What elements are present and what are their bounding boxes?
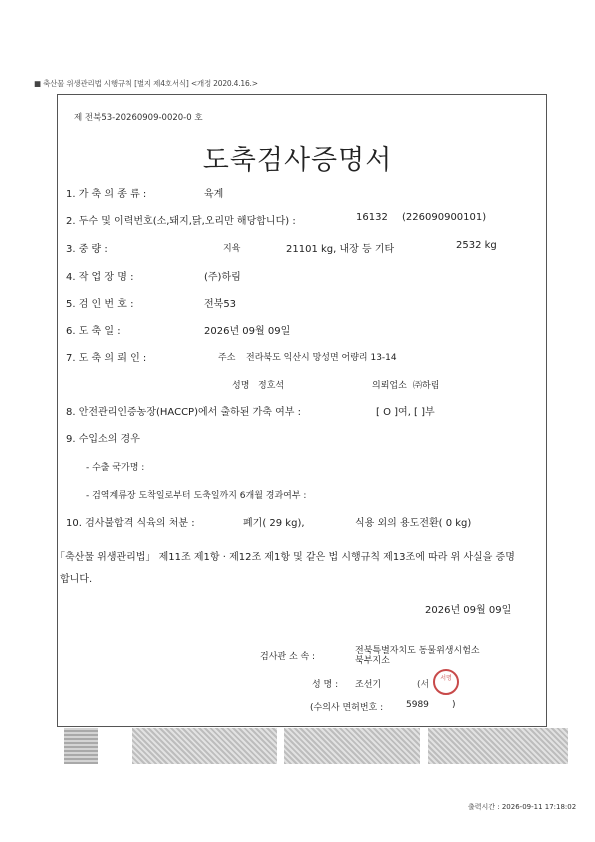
item3-value1: 21101 kg, 내장 등 기타 [286, 244, 395, 255]
item9-export-country: - 수출 국가명 : [86, 463, 145, 473]
item8-choice: [ O ]여, [ ]부 [376, 407, 435, 418]
page-title: 도축검사증명서 [202, 145, 393, 176]
item8-label: 8. 안전관리인증농장(HACCP)에서 출하된 가축 여부 : [66, 407, 302, 418]
item10-other-use: 식용 외의 용도전환( 0 kg) [355, 518, 472, 529]
statement-line1: 「축산물 위생관리법」 제11조 제1항 · 제12조 제1항 및 같은 법 시행규칙 제13조에 따라 위 사실을 증명 [55, 552, 515, 563]
inspector-name-label: 성 명 : [312, 680, 339, 690]
signature-prefix: (서 [417, 680, 430, 690]
item4-value: (주)하림 [204, 272, 241, 283]
item4-label: 4. 작 업 장 명 : [66, 272, 134, 283]
redacted-band [64, 728, 98, 764]
official-seal-stamp [433, 669, 459, 695]
redacted-band [284, 728, 420, 764]
item1-label: 1. 가 축 의 종 류 : [66, 189, 147, 200]
vet-license-number: 5989 [406, 700, 429, 710]
vet-license-close: ) [452, 700, 456, 710]
item5-label: 5. 검 인 번 호 : [66, 299, 134, 310]
item6-value: 2026년 09월 09일 [204, 326, 291, 337]
inspector-affiliation-label: 검사관 소 속 : [260, 652, 316, 662]
vet-license-label: (수의사 면허번호 : [310, 703, 384, 713]
item7-address-label: 주소 [218, 353, 236, 363]
inspector-affiliation-line1: 전북특별자치도 동물위생시험소 [355, 646, 480, 656]
certificate-number: 제 전북53-20260909-0020-0 호 [74, 113, 203, 123]
item6-label: 6. 도 축 일 : [66, 326, 121, 337]
redacted-band [428, 728, 568, 764]
item5-value: 전북53 [204, 299, 237, 310]
item2-count: 16132 [356, 212, 388, 223]
item10-disposal: 폐기( 29 kg), [243, 518, 305, 529]
item7-org: ㈜하림 [413, 381, 440, 391]
item10-label: 10. 검사불합격 식육의 처분 : [66, 518, 195, 529]
item3-value2: 2532 kg [456, 240, 497, 251]
item3-part1: 지육 [223, 244, 241, 254]
item9-label: 9. 수입소의 경우 [66, 434, 140, 445]
item7-org-label: 의뢰업소 [372, 381, 407, 391]
item3-label: 3. 중 량 : [66, 244, 108, 255]
inspector-affiliation-line2: 북부지소 [355, 656, 390, 666]
item7-name: 정호석 [258, 381, 285, 391]
item1-value: 육계 [204, 189, 224, 200]
issue-date: 2026년 09월 09일 [425, 605, 512, 616]
redacted-band [132, 728, 277, 764]
item2-label: 2. 두수 및 이력번호(소,돼지,닭,오리만 해당합니다) : [66, 216, 296, 227]
item7-address: 전라북도 익산시 망성면 어량리 13-14 [246, 353, 397, 363]
statement-line2: 합니다. [60, 574, 93, 585]
item7-name-label: 성명 [232, 381, 250, 391]
item9-six-month-check: - 검역계류장 도착일로부터 도축일까지 6개월 경과여부 : [86, 491, 307, 501]
inspector-name: 조선기 [355, 680, 382, 690]
item2-trace: (226090900101) [402, 212, 487, 223]
printed-timestamp: 출력시간 : 2026-09-11 17:18:02 [468, 803, 577, 811]
form-header-note: ■ 축산물 위생관리법 시행규칙 [별지 제4호서식] <개정 2020.4.16.> [34, 79, 258, 88]
seal-text: 서명 [440, 675, 452, 682]
item7-label: 7. 도 축 의 뢰 인 : [66, 353, 147, 364]
